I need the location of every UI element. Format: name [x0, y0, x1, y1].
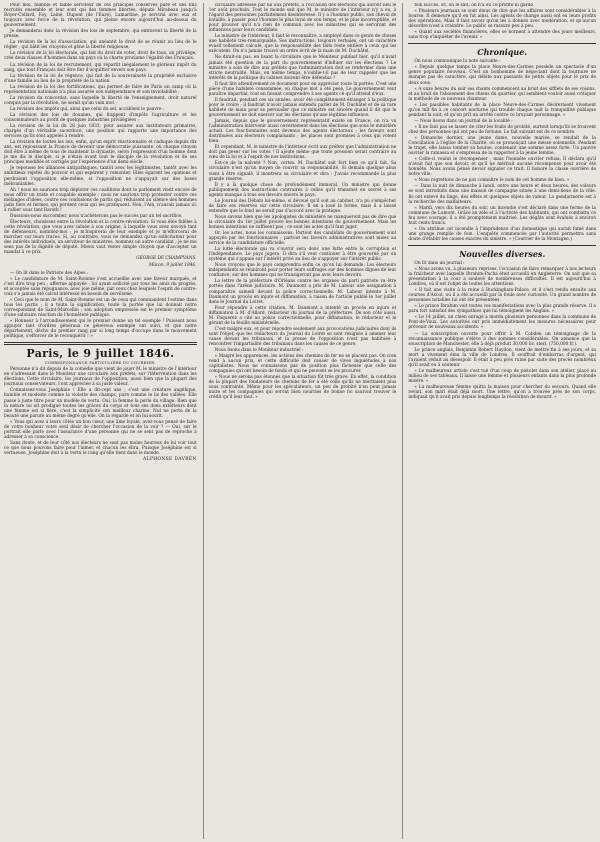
- paragraph: Le Journal des Débats lui-même, si dévoué qu'il soit au cabinet, n'a pu s'empêcher de faire ses réserves sur cette circulaire. Il en a loué la forme, mais il a laissé entendre que le fond ne serait pas d'accord avec la pratique.: [208, 198, 397, 214]
- section-divider: [4, 342, 197, 345]
- paragraph: bon succès. Et, on le sait, on n'a eu ce profité ni gardé.: [414, 3, 535, 8]
- paragraph: On nous communique la note suivante :: [414, 59, 501, 65]
- paragraph: « La malheureuse femme quitta la maison pour chercher du secours. Quand elle revint, son mari était déjà mort. Une lettre, qu'on a trouvée près de son corps, indiquait qu'il avait pris depuis longtemps la résolution de mourir. »: [408, 385, 596, 401]
- divider-nouvelles: [408, 245, 596, 246]
- paragraph: Je repousse les alliances antipathiques, tantôt avec les légitimistes, tantôt avec les ambitieux rejetés du pouvoir et qui espèrent y remonter. Elles égarent les opinions et perdraient l'opposition elle-même, si l'opposition ne s'appuyait sur des bases inébranlables.: [4, 166, 197, 187]
- paragraph: « Quant aux sociétés financières, elles se bornent à attendre des jours meilleurs, sans trop s'inquiéter de l'avenir. »: [408, 30, 596, 41]
- paragraph: La révision des lois de douanes, qui frappent d'impôts l'agriculture et les consommateurs au profit de quelques industries privilégiées ;: [4, 112, 197, 123]
- chronique-heading: Chronique.: [477, 47, 528, 58]
- divider-chronique: [408, 43, 596, 44]
- paragraph: « Honneur à l'arrondissement qui le premier donne un tel exemple ! Puissent nous appuyer tant d'ordres généraux ce généreux exemple ont suivi, et que notre département, déchu du premier rang par si long temps d'occupe dans le mouvement politique, s'efforcer de le reconquérir ! »: [4, 319, 197, 340]
- paragraph: La révision des impôts qui, ainsi que celui du sel, accablent le pauvre ;: [10, 106, 165, 112]
- column-right: [402, 3, 596, 839]
- paragraph: — On lit dans le Patriote des Alpes :: [10, 270, 89, 276]
- paragraph: Le ministre de l'intérieur, il faut le reconnaître, a employé dans ce genre de choses une habileté très-remarquable. Ses instructions, toujours verbales, ont un caractère évasif tellement calculé, que la responsabilité des faits reste entière à ceux qui les exécutent. On n'a jamais trouvé un ordre écrit de la main de M. Duchâtel.: [208, 34, 397, 55]
- paragraph: Pour moi, humble et faible serviteur de ces principes conservés pure et des fins recrutés ensemble et leur sont qui des femmes libertés, député Mirabeau jusqu'à Royer-Collard, Foy, Lainé, Dupont (de l'Eure), Lamartine, je servirai avec eux et toujours avec force de la révolution, qui pleine encore aujourd'hui au-dessus du gouvernement.: [4, 3, 197, 29]
- paragraph: — La souscription ouverte pour offrir à M. Cobden un témoignage de la reconnaissance publique s'élève à des sommes considérables. On annonce que la souscription de Manchester, elle à déjà produit 30,000 liv. sterl. (750,000 fr.).: [408, 331, 596, 347]
- paragraph: Pour répondre à cette citation, M. Daumont a intenté un procès en injure et diffamation à M. d'Allard, rédacteur du journal de la préfecture. De son côté aussi, M. Paquerez a cité au police correctionnelle, pour diffamation, le rédacteur et le gérant de la feuille ministérielle.: [208, 305, 397, 326]
- newspaper-page: [4, 3, 596, 839]
- paragraph: La révision de la loi électorale, qui fait du droit de voter, droit de tous, un privilège, créé deux classes d'hommes dans un pays où la charte proclame l'égalité des Français.: [4, 51, 197, 62]
- column-middle: [203, 3, 397, 839]
- paragraph: Il faudrait, pendant ces six années, avoir été complètement étranger à la politique pour le croire ; il faudrait n'avoir jamais entendu parler de M. Duchâtel et de sa rare habileté de main pour se persuader que ce ministre est sincère quand il dit que le gouvernement ne doit exercer sur les élections qu'une légitime influence.: [208, 97, 397, 118]
- paragraph: « Il ne faut pas se lasser de citer les traits de probité, surtout lorsqu'ils se trouvent chez des personnes qui ont peu de fortune. Le fait suivant est de ce nombre.: [408, 124, 596, 135]
- paragraph: circulaire adressée par lui aux préfets, à l'occasion des élections qui auront lieu le 1er août prochain. Tout le monde sait que M. le ministre de l'intérieur n'y a eu, à l'égard des personnes parfaitement desinteressé. Il y a l'homme public, son cheval de bataille, à passer pour l'homme le plus loyal de son temps, et le plus incorruptible, et pour prouver qu'il n'a rien de commun avec les ministres qui se serviront des influences pour leurs candidats.: [208, 3, 397, 34]
- paragraph: « Le 14 juillet, un chien enragé a mordu plusieurs personnes dans la commune de Pont-de-Vaux. Les autorités ont pris immédiatement les mesures nécessaires pour prévenir de nouveaux accidents. »: [408, 315, 596, 331]
- paragraph: « Mardi, vers dix heures du soir, un incendie s'est déclaré dans une ferme de la commune de Lumont. Grâce au zèle et à l'activité des habitants, qui ont combattu ce feu avec courage, il a été promptement maîtrisé. Les dégâts sont évalués à environ huit cents francs.: [408, 205, 596, 226]
- paragraph: La révision de toutes les lois, enfin, qu'un esprit réactionnaire et caduque depuis dix ans, est repoussant la France de devenir une démocratie puissante, où chaque citoyen doit être à même de tous de maintenir la dynastie, selon l'expression d'un homme dont je me dis le disciple, si je n'étais avant tout le disciple de la révolution et de ses principes modifiés et corrigés par l'expérience d'un demi-siècle.: [4, 140, 197, 166]
- paragraph: « Nous avons vu, à plusieurs reprises, l'occasion de faire remarquer à nos lecteurs la fraîcheur avec laquelle Ibrahim-Pacha était accueilli en Angleterre. On sait que sa présentation à la cour a soulevé de nombreuses difficultés. Il est aujourd'hui à Londres, où il est l'objet de toutes les attentions.: [408, 266, 596, 288]
- paragraph: La révision de la loi de régence, qui fait de la souveraineté la propriété exclusive d'une famille au lieu de la propriété de la nation.: [4, 73, 197, 84]
- paragraph: On lit dans un journal :: [414, 260, 465, 266]
- nouvelles-heading: Nouvelles diverses.: [459, 248, 546, 259]
- paragraph: La révision de la loi d'association, qui anéantit le droit de se réunir au lieu de le régler ; qui bâtit les citoyens et gêne la liberté religieuse.: [4, 40, 197, 51]
- correspondance-subhead: CORRESPONDANCE PARTICULIÈRE DU COURRIER.: [44, 361, 156, 366]
- right-top-article: [408, 3, 596, 40]
- paragraph: « A onze heures du soir ses chants commencent au bruit des sifflets de ses voisins, et au bruit de l'aboiement des chiens du quartier, qui semblent vouloir aussi critiquer la méthode de ce nouveau chanteur.: [408, 86, 596, 102]
- paragraph: « On attribue cet incendie à l'imprudence d'un domestique qui aurait fumé dans une grange remplie de foin. L'enquête commencée par l'autorité permettra sans doute d'établir les causes exactes du sinistre. » (Courrier de la Montagne.): [408, 226, 596, 242]
- column-left: [4, 3, 197, 839]
- left-mid-article: [4, 271, 197, 340]
- paragraph: « Nous regrettons de ne pas connaître le nom de cet homme de bien. »: [414, 178, 570, 184]
- left-top-article: [4, 3, 197, 255]
- paragraph: Nous croyons que le pays comprendra enfin ce qu'on lui demande. Les électeurs indépendants se réuniront pour porter leurs suffrages sur des hommes dignes de leur confiance, sur des hommes qui ne transigeront pas avec leurs devoirs.: [208, 263, 397, 279]
- paragraph: La révision de la loi de recrutement, qui répartit inégalement le glorieux impôt du sang, que tout Français doit être fier d'acquitter envers son pays.: [4, 62, 197, 73]
- paragraph: « Dimanche dernier, une jeune dame, nouvelle mariée, se rendait de la Conciliation à l'église de la Charité, où se prononçait une messe solennelle. Pendant le trajet, elle laissa tomber sa bourse, contenant une somme assez forte. Un pauvre ouvrier la ramassa et s'empressa de la rapporter à la jeune femme.: [408, 135, 596, 157]
- paragraph: La lettre de la préfecture d'Orléans contre les organes du parti patriote va être portée dans l'arène judiciaire. M. Daumont a pris de M. Labour une assignation à comparaître samedi devant la police correctionnelle. M. Labour intente à M. Daumont un procès en injure et diffamation, à raison de l'article publié le 1er juillet dans le Journal du Loiret.: [208, 279, 397, 305]
- nouvelles-article: [408, 261, 596, 400]
- paragraph: La lutte électorale qui va s'ouvrir sera donc une lutte entre la corruption et l'indépendance. Le pays jugera. Il dira s'il veut continuer à être gouverné par un système qui s'appuie sur l'intérêt privé au lieu de s'appuyer sur l'intérêt public.: [208, 247, 397, 263]
- paris-dateline: Paris, le 9 juillet 1846.: [26, 347, 175, 361]
- paragraph: Est-ce de la naïveté ? Non, certes. M. Duchâtel sait fort bien ce qu'il fait. Sa circulaire n'est qu'un moyen de couvrir sa responsabilité. Si demain quelque abus vient à être signalé, il montrera sa circulaire et dira : J'avais recommandé la plus grande réserve.: [208, 161, 397, 182]
- paragraph: Électeurs, choisissez entre la révolution et la contre-révolution. Si vous êtes fidèles à cette révolution, que vous avez saluée à son origine, à laquelle vous avez envoyé tant de défenseurs, nommez-moi ; je m'inspirerai de leur exemple et je m'efforcerai de marcher sur leurs traces. Si, au contraire, vous ne demandez qu'un sollicitateur pour des intérêts individuels, un serviteur de ministres, nommez un autre candidat ; je ne me sens pas de la dignité de député. Mieux vaut rester simple citoyen que d'accepter un mandat à ce prix.: [4, 219, 197, 256]
- paragraph: « Ceci que le nom de M. Saint-Romme est un de ceux qui commandent l'estime dans tous les partis ; il a toute la signification, toute la portée que lui donnait notre correspondant de Saint-Marcellin ; son adoption empressée est le premier symptôme d'une salutaire réaction de l'honnêteté publique.: [4, 297, 197, 318]
- paragraph: « Malgré les apparences, les actions des chemins de fer ne se placent pas. On n'en vend à aucun prix, et cette difficulté doit causer de vives inquiétudes à nos capitalistes. Nous ne connaissons pas de position plus fâcheuse que celle des compagnies qui ont besoin de fonds et qui ne peuvent se les procurer.: [208, 354, 397, 375]
- paragraph: La révision du concordat, sans laquelle la liberté de l'enseignement, droit naturel conquis par la révolution, ne serait qu'un vain mot ;: [4, 95, 197, 106]
- paragraph: « Depuis quelque temps la place Neuve-des-Carmes possède un spectacle d'un genre populaire nouveau. C'est un bonhomme de négociant dont la tournure ne manque pas de caractère, qui débite aux passants de petits objets pour le prix de deux sous.: [408, 65, 596, 86]
- paragraph: — Dans la nuit de dimanche à lundi, entre une heure et deux heures, des voleurs se sont introduits dans une maison de campagne située à une demi-lieue de la ville. Ils ont enlevé du linge, des effets et quelques objets de valeur. La gendarmerie est à la recherche des malfaiteurs.: [408, 184, 596, 205]
- paragraph: Je demanderai donc la révision des lois de septembre, qui entravent la liberté de la presse.: [4, 29, 197, 40]
- paragraph: Connaissez-vous Joséphine ! Elle a dit-cept ans ; c'est une créature angélique, humble et modeste comme la violette des champs, pure comme le lis des vallées. Elle passe à juste titre pour un modèle de vertu. Oui, la femme la perle du village. Bien que la nature lui ait prodigué toutes les grâces du corps et tous ses dons extérieurs dont une femme est si fière, c'est la simplicité son meilleur charme. Nul ne porte de la beauté une parure au même degré qu'elle. On la regarde et on lui sourit.: [4, 388, 197, 419]
- signature-champvans: GEORGE DE CHAMPVANS.: [136, 256, 197, 262]
- paragraph: « Le candidature de M. Saint-Romme s'est accueillie avec une faveur marquée, et c'est dire trop peu ; afferme appuyée ; lui ayant sollicité par tous les amis du progrès, et acceptée sans répugnance, avec joie même, par ceux chez lesquels l'esprit de contre-voix s'a jamais été calcul intéressé en besoin de servilisme.: [4, 276, 197, 297]
- paragraph: « Les paisibles habitants de la place Neuve-des-Carmes désireraient vivement qu'on mît fin à ce concert nocturne qui trouble chaque nuit la tranquillité publique pendant la nuit, et qu'on prît un arrêté contre ce bruyant personnage. »: [408, 102, 596, 118]
- paragraph: C'est malgré eux, et pour répondre seulement aux provocations judiciaires dont ils sont l'objet, que les rédacteurs du Journal du Loiret se sont résignés à amener leur cause devant les tribunaux, et la presse de l'opposition n'est pas habituée à rencontrer l'impartialité des tribunaux dans les causes de ce genre.: [208, 326, 397, 347]
- paragraph: La révision de la loi des fortifications, qui permet de faire de Paris un camp où la représentation nationale n'a plus assurée son indépendance et son inviolabilité ;: [4, 84, 197, 95]
- paragraph: Personne n'a dit depuis de la comédie que vient de jouer M. le ministre de l'intérieur en s'adressant dans le Moniteur une circulaire aux préfets, sur l'intervention dans les élections. Cette circulaire, les journaux de l'opposition, aussi bien que la plupart des journaux conservateurs, l'ont appréciée à sa juste valeur.: [4, 367, 197, 388]
- paragraph: Le prince anglais, Benjamin Robert Haydon, vient de mettre fin à ses jours, et sa mort a vivement ému la ville de Londres. Il souffrait d'embarras d'argent, qui l'avaient réduit au désespoir. Il était à peu près ruiné par suite des procès nombreux qu'il avait eu à soutenir.: [408, 347, 596, 368]
- paragraph: Dussions-nous succomber, nous n'achèterons pas le succès par un tel sacrifice.: [10, 213, 183, 219]
- paragraph: — Nous lisons dans un journal de la localité :: [414, 118, 513, 124]
- paragraph: Et cependant, M. le ministre de l'intérieur écrit aux préfets que l'administration ne doit pas peser sur les votes ! Il ajoute même que toute pression serait contraire au vœu de la loi et à l'esprit de nos institutions.: [208, 145, 397, 161]
- paragraph: La révision de la loi du 28 juin 1833, pour assurer aux instituteurs primaires, chargés d'un véritable sacerdoce, une position qui rapporte une importance des services qu'ils sont appelés à rendre.: [4, 124, 197, 140]
- paragraph: Nous savons bien que les apologistes du ministère ne manqueront pas de dire que la circulaire du 1er juillet prouve les bonnes intentions du gouvernement. Mais les bonnes intentions ne suffisent pas ; ce sont les actes qu'il faut juger.: [208, 214, 397, 230]
- paragraph: Sans doute, et de leur côté nos électeurs ne sont pas moins heureux de lui voir tout ce que nous pouvons faire pour l'aimer, et chacun les élira. Puisque Joséphine est si vertueuse, Joséphine doit à la vertu le rang qu'elle tient dans le monde.: [4, 440, 197, 456]
- paragraph: « Le prince Ibrahim voit toutes ces manifestations avec la plus grande réserve. Il a paru fort satisfait des sympathies que lui témoignent les Anglais. »: [408, 304, 596, 315]
- paragraph: Or, les actes, nous les connaissons. Partout des candidats du gouvernement sont appuyés par les fonctionnaires ; partout les faveurs administratives sont mises au service de la candidature officielle.: [208, 231, 397, 247]
- chronique-article: [408, 59, 596, 242]
- paragraph: Nous lisons dans le Moniteur industriel :: [214, 348, 304, 354]
- paragraph: « Il fait une visite à la reine à Buckingham-Palace, et il s'est rendu ensuite aux courses d'Ascot, où il a été accueilli par la foule avec curiosité. Un grand nombre de personnes notables lui ont été présentées.: [408, 288, 596, 304]
- left-lower-article: [4, 367, 197, 456]
- signature-davren: ALPHONSE DAVRÉN: [143, 457, 197, 463]
- paragraph: Ah ! nous ne saurions trop déplorer ces coalitions dont le parlement vient encore de nous offrir un triste et coupable exemple ; nous ne saurions trop protester contre ces mélanges d'idées, contre ces confusions de partis qui, réduisent au silence des hommes jadis fiers et fermes, qui perdent ceux qui les pratiquent. Non, l'Ain, n'aurait jamais ici à rallier sous tant Baroth !: [4, 187, 197, 213]
- paragraph: Ne dirait-on pas, en lisant la circulaire que le Moniteur publiait hier, qu'il n'avait jamais été question de la part du gouvernement d'influer sur les élections ? Le ministre a soin de dire aux préfets que l'administration doit se renfermer dans une stricte neutralité. Mais, en même temps, n'oublie-t-il pas de leur rappeler que les intérêts de la politique du cabinet doivent être défendus ?: [208, 55, 397, 81]
- middle-article: [209, 3, 397, 401]
- paragraph: « Le malheureux artiste s'est tué d'un coup de pistolet dans son atelier, placé au milieu de ses tableaux. Il laisse une femme et plusieurs enfants dans la plus profonde misère. »: [408, 368, 596, 384]
- paragraph: « Celle-ci voulut le récompenser ; mais l'honnête ouvrier refusa. Il déclara qu'il n'avait fait que son devoir, et qu'il ne méritait aucune récompense pour avoir été honnête. Nous avons pensé devoir signaler ce trait. Il honore la classe ouvrière de notre ville.: [408, 157, 596, 178]
- paragraph: Il y a là quelque chose de profondément immoral. Un ministre qui donne publiquement des instructions contraires à celles qu'il transmet en secret à ses agents manque à tous ses devoirs envers le pays.: [208, 182, 397, 198]
- paragraph: Jamais, depuis que le gouvernement représentatif existe en France, on n'a vu l'administration intervenir aussi ouvertement dans les élections que sous le ministère actuel. Les fonctionnaires sont devenus des agents électoraux ; les faveurs sont distribuées aux électeurs complaisants ; les places sont promises à ceux qui votent bien.: [208, 119, 397, 145]
- paragraph: Il faut lire attentivement ce document pour en apprécier toute la portée. C'est une pièce d'une habileté consommée, où chaque mot a été pesé. Le gouvernement veut paraître impartial, tout en faisant comprendre à ses agents ce qu'il attend d'eux.: [208, 81, 397, 97]
- paragraph: « Nous ne serons pas étonnés que la situation fût très grave. En effet, la condition de la plupart des fondateurs de chemins de fer a été celle qu'ils ne méritaient plus sous contrainte. Même pour les spéculateurs, un peu de probité n'en peut jamais nuire et les compagnies qui seront bien nourries de bonne foi sauront trouver le crédit qu'il leur faut. »: [208, 375, 397, 401]
- paragraph: « Vous qui avez à leurs côtés un bon cœur, une âme loyale, avez-vous pensé de faire de votre bonheur votre seul désir de chercher l'occasion de la voir ? — Oui, sur le portrait elle parle avec l'assurance d'une personne qui ne se sent pas de reproche à adresser à sa conscience.: [4, 419, 197, 440]
- paragraph: « Plusieurs journaux se sont émus de dire que les affaires sont considérables à la bourse. Il demeure qu'il en fut ainsi. Les agents de change aussi ont eu leurs profits des opérations. Mais il faut savoir qu'on les a donnés avec modération, et qu'aucun désordre n'est à craindre. Le public se rassure peu à peu.: [408, 9, 596, 30]
- dateline-macon: Mâcon, 9 juillet 1846.: [148, 263, 197, 269]
